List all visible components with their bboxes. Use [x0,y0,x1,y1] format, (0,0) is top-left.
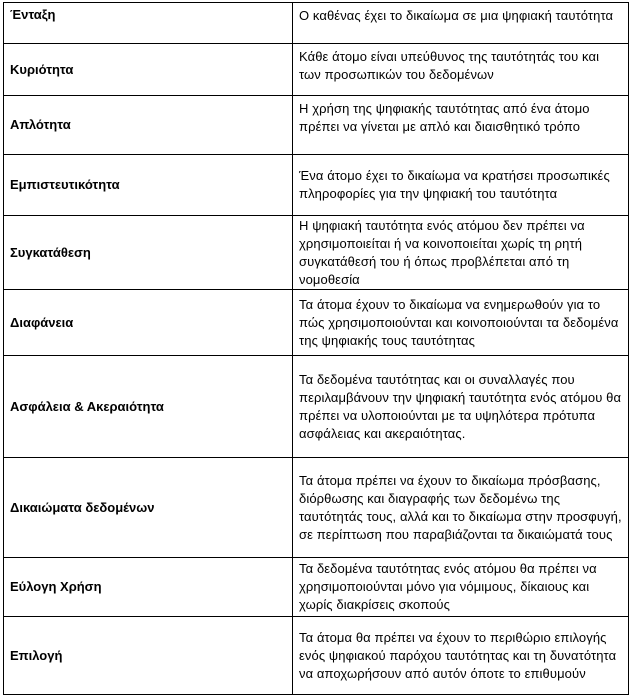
table-row [4,155,629,216]
description-cell [293,3,629,44]
description-text: Τα δεδομένα ταυτότητας ενός ατόμου θα πρέπει να χρησιμοποιούνται μόνο για νόμιμους, δίκαιους και χωρίς διακρίσεις σκοπούς [299,561,597,612]
description-text: Τα άτομα θα πρέπει να έχουν το περιθώριο επιλογής ενός ψηφιακού παρόχου ταυτότητας και τη δυνατότητα να αποχωρήσουν από αυτόν όποτε το επιθυμούν [299,629,617,681]
description-text: Τα δεδομένα ταυτότητας και οι συναλλαγές που περιλαμβάνουν την ψηφιακή ταυτότητα ενός ατόμου θα πρέπει να υλοποιούνται με τα υψηλότερα πρότυπα ασφάλειας και ακεραιότητας. [299,371,622,441]
description-text: Ένα άτομο έχει το δικαίωμα να κρατήσει προσωπικές πληροφορίες για την ψηφιακή του ταυτότητα [299,168,610,201]
table-row [4,3,629,44]
description-cell [293,617,629,695]
description-text: Ο καθένας έχει το δικαίωμα σε μια ψηφιακή ταυτότητα [299,8,614,23]
term-cell: Συγκατάθεση [4,216,293,290]
description-text: Τα άτομα πρέπει να έχουν το δικαίωμα πρόσβασης, διόρθωσης και διαγραφής των δεδομένω της ταυτότητάς τους, αλλά και το δικαίωμα στην προσφυγή, σε περίπτωση που παραβιάζονται τα δικαιώματά τους [299,472,622,542]
description-cell [293,155,629,216]
term-cell: Ασφάλεια & Ακεραιότητα [4,356,293,458]
term-cell: Κυριότητα [4,44,293,96]
term-cell: Απλότητα [4,96,293,155]
description-cell [293,356,629,458]
description-text: Κάθε άτομο είναι υπεύθυνος της ταυτότητάς του και των προσωπικών του δεδομένων [299,49,600,82]
term-cell: Δικαιώματα δεδομένων [4,458,293,558]
table-row [4,617,629,695]
description-cell [293,290,629,356]
description-text: Τα άτομα έχουν το δικαίωμα να ενημερωθούν για το πώς χρησιμοποιούνται και κοινοποιούνται τα δεδομένα της ψηφιακής τους ταυτότητας [299,296,619,348]
table-row [4,356,629,458]
table-row [4,44,629,96]
term-cell: Εύλογη Χρήση [4,558,293,617]
term-cell: Επιλογή [4,617,293,695]
description-cell [293,558,629,617]
principles-table [3,2,629,695]
table-row [4,290,629,356]
table-row [4,96,629,155]
description-cell [293,44,629,96]
table-row [4,458,629,558]
description-text: Η ψηφιακή ταυτότητα ενός ατόμου δεν πρέπει να χρησιμοποιείται ή να κοινοποιείται χωρίς τη ρητή συγκατάθεσή του ή όπως προβλέπεται από τη νομοθεσία [299,217,585,287]
description-text: Η χρήση της ψηφιακής ταυτότητας από ένα άτομο πρέπει να γίνεται με απλό και διαισθητικό τρόπο [299,101,590,134]
table-row [4,558,629,617]
description-cell [293,216,629,290]
description-cell [293,458,629,558]
term-cell: Ένταξη [4,3,293,44]
term-cell: Διαφάνεια [4,290,293,356]
table-row [4,216,629,290]
term-cell: Εμπιστευτικότητα [4,155,293,216]
description-cell [293,96,629,155]
